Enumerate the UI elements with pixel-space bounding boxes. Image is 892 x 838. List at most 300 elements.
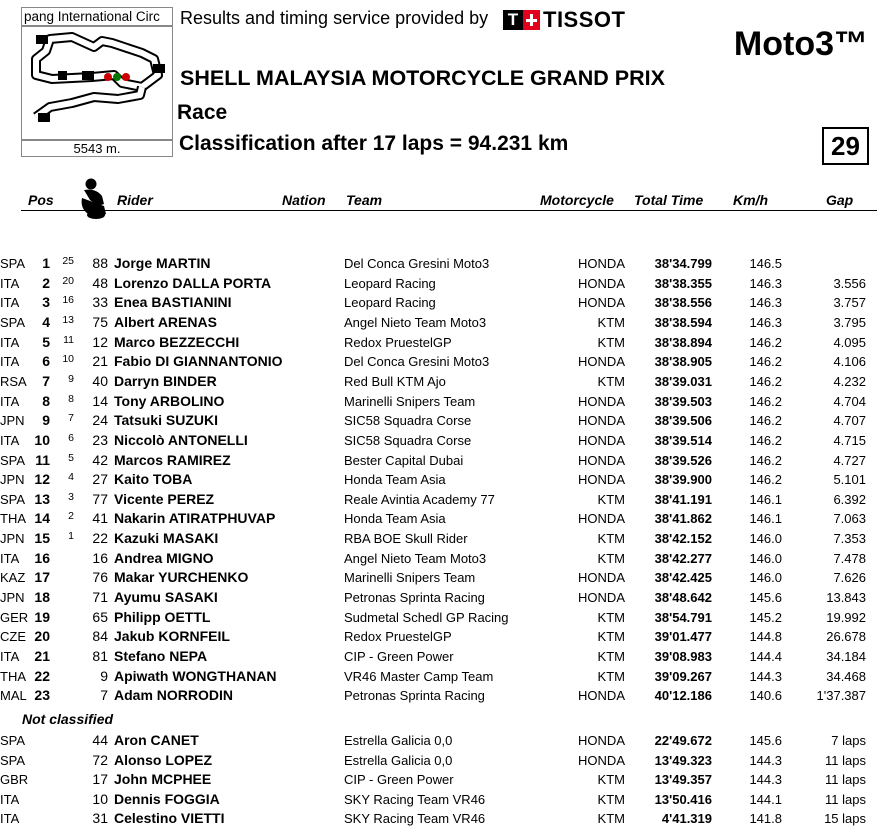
motorcycle-cell: HONDA	[578, 275, 625, 291]
rider-number-cell: 71	[92, 589, 108, 606]
tissot-t-mark: T	[503, 10, 523, 30]
motorcycle-cell: KTM	[597, 772, 625, 787]
gap-cell: 7.063	[833, 511, 866, 527]
header-divider	[21, 210, 877, 211]
marker-fl-icon	[82, 71, 94, 80]
table-row	[0, 770, 892, 789]
speed-kmh-cell: 146.3	[749, 295, 782, 311]
rider-number-cell: 9	[100, 667, 108, 684]
total-time-cell: 38'38.355	[654, 275, 712, 291]
speed-kmh-cell: 144.1	[749, 791, 782, 807]
motorcycle-cell: HONDA	[578, 511, 625, 527]
motorcycle-cell: KTM	[597, 609, 625, 625]
gap-cell: 4.707	[833, 413, 866, 429]
team-cell: Bester Capital Dubai	[344, 452, 464, 468]
motorcycle-cell: HONDA	[578, 256, 625, 271]
motorcycle-cell: HONDA	[578, 733, 625, 748]
total-time-cell: 22'49.672	[654, 733, 712, 748]
team-cell: SKY Racing Team VR46	[344, 811, 486, 826]
gap-cell: 7.353	[833, 531, 866, 547]
speed-kmh-cell: 146.1	[749, 491, 782, 507]
total-time-cell: 4'41.319	[661, 811, 712, 826]
total-time-cell: 39'09.267	[654, 668, 712, 684]
gap-cell: 7 laps	[831, 733, 866, 748]
gap-cell: 3.795	[833, 314, 866, 330]
rider-number-cell: 72	[92, 751, 108, 768]
rider-number-cell: 40	[92, 372, 108, 389]
nation-cell: CZE	[0, 629, 26, 645]
motorcycle-cell: HONDA	[578, 432, 625, 448]
speed-kmh-cell: 145.6	[749, 590, 782, 606]
nation-cell: ITA	[0, 649, 20, 664]
rider-number-cell: 84	[92, 628, 108, 645]
timing-service-text: Results and timing service provided by	[180, 8, 489, 28]
speed-kmh-cell: 144.4	[749, 649, 782, 664]
speed-kmh-cell: 144.3	[749, 772, 782, 787]
gap-cell: 34.468	[826, 668, 866, 684]
motorcycle-rider-icon	[76, 178, 112, 220]
team-cell: Redox PruestelGP	[344, 629, 452, 645]
speed-kmh-cell: 146.3	[749, 314, 782, 330]
motorcycle-cell: KTM	[597, 629, 625, 645]
start-light-red-icon	[104, 73, 112, 81]
points-cell: 11	[63, 333, 74, 346]
rider-name-cell: Alonso LOPEZ	[114, 751, 212, 768]
start-light-red-2-icon	[122, 73, 130, 81]
speed-kmh-cell: 146.2	[749, 472, 782, 488]
points-cell: 8	[68, 392, 74, 405]
rider-name-cell: Ayumu SASAKI	[114, 589, 218, 606]
gap-cell: 11 laps	[825, 772, 866, 787]
header-kmh: Km/h	[733, 192, 768, 208]
rider-number-cell: 21	[92, 353, 108, 370]
gap-cell: 1'37.387	[816, 688, 866, 704]
position-cell: 5	[42, 333, 50, 350]
rider-number-cell: 24	[92, 412, 108, 429]
nation-cell: JPN	[0, 590, 25, 606]
table-row	[0, 451, 892, 470]
team-cell: SIC58 Squadra Corse	[344, 432, 472, 448]
speed-kmh-cell: 146.3	[749, 275, 782, 291]
table-row	[0, 333, 892, 352]
rider-number-cell: 76	[92, 569, 108, 586]
rider-number-cell: 7	[100, 687, 108, 704]
table-row	[0, 470, 892, 489]
speed-kmh-cell: 146.2	[749, 452, 782, 468]
table-row	[0, 313, 892, 332]
gap-cell: 4.704	[833, 393, 866, 409]
rider-number-cell: 12	[92, 333, 108, 350]
rider-name-cell: Makar YURCHENKO	[114, 569, 249, 586]
motorcycle-cell: HONDA	[578, 688, 625, 704]
class-label: Moto3™	[733, 25, 868, 63]
rider-name-cell: Marcos RAMIREZ	[114, 451, 231, 468]
team-cell: Del Conca Gresini Moto3	[344, 354, 490, 370]
motorcycle-cell: HONDA	[578, 472, 625, 488]
team-cell: Honda Team Asia	[344, 472, 446, 488]
rider-number-cell: 81	[92, 648, 108, 664]
rider-name-cell: Adam NORRODIN	[114, 687, 234, 704]
rider-name-cell: Kaito TOBA	[114, 471, 193, 488]
motorcycle-cell: KTM	[597, 491, 625, 507]
header-team: Team	[346, 192, 383, 208]
nation-cell: ITA	[0, 295, 20, 311]
nation-cell: GER	[0, 609, 29, 625]
team-cell: Leopard Racing	[344, 295, 436, 311]
gap-cell: 34.184	[826, 649, 866, 664]
rider-number-cell: 14	[92, 392, 108, 409]
total-time-cell: 38'38.556	[654, 295, 712, 311]
rider-number-cell: 31	[92, 810, 108, 826]
rider-name-cell: John MCPHEE	[114, 771, 212, 787]
nation-cell: JPN	[0, 531, 25, 547]
table-row	[0, 529, 892, 548]
motorcycle-cell: KTM	[597, 334, 625, 350]
team-cell: CIP - Green Power	[344, 772, 454, 787]
team-cell: Marinelli Snipers Team	[344, 570, 476, 586]
total-time-cell: 38'48.642	[654, 590, 712, 606]
gap-cell: 7.478	[833, 550, 866, 566]
total-time-cell: 38'39.506	[654, 413, 712, 429]
team-cell: RBA BOE Skull Rider	[344, 531, 468, 547]
gap-cell: 4.232	[833, 373, 866, 389]
motorcycle-cell: KTM	[597, 811, 625, 826]
header-gap: Gap	[826, 192, 854, 208]
nation-cell: KAZ	[0, 570, 26, 586]
total-time-cell: 38'41.191	[654, 491, 712, 507]
gap-cell: 7.626	[833, 570, 866, 586]
nation-cell: ITA	[0, 791, 20, 807]
session-name: Race	[177, 101, 228, 124]
total-time-cell: 38'42.277	[654, 550, 712, 566]
speed-kmh-cell: 141.8	[749, 811, 782, 826]
nation-cell: ITA	[0, 811, 20, 826]
points-cell: 16	[62, 294, 74, 307]
points-cell: 2	[68, 510, 74, 523]
total-time-cell: 40'12.186	[654, 688, 712, 704]
circuit-name: pang International Circ	[21, 7, 173, 26]
rider-number-cell: 27	[92, 471, 108, 488]
points-cell: 13	[62, 313, 74, 326]
header-rider: Rider	[117, 192, 153, 208]
team-cell: Angel Nieto Team Moto3	[344, 550, 487, 566]
rider-number-cell: 75	[92, 313, 108, 330]
total-time-cell: 39'08.983	[654, 649, 712, 664]
gap-cell: 26.678	[826, 629, 866, 645]
marker-i2-icon	[153, 64, 165, 73]
table-row	[0, 667, 892, 686]
table-row	[0, 352, 892, 371]
speed-kmh-cell: 146.2	[749, 393, 782, 409]
table-row	[0, 809, 892, 828]
event-title: SHELL MALAYSIA MOTORCYCLE GRAND PRIX	[180, 66, 665, 90]
gap-cell: 11 laps	[825, 791, 866, 807]
rider-name-cell: Tatsuki SUZUKI	[114, 412, 218, 429]
gap-cell: 13.843	[826, 590, 866, 606]
table-row	[0, 490, 892, 509]
team-cell: Estrella Galicia 0,0	[344, 752, 453, 768]
table-row	[0, 627, 892, 646]
table-row	[0, 254, 892, 273]
circuit-map	[21, 26, 173, 140]
total-time-cell: 39'01.477	[654, 629, 712, 645]
rider-name-cell: Nakarin ATIRATPHUVAP	[114, 510, 276, 527]
nation-cell: ITA	[0, 334, 20, 350]
gap-cell: 19.992	[826, 609, 866, 625]
rider-number-cell: 22	[92, 530, 108, 547]
position-cell: 23	[34, 687, 50, 704]
position-cell: 10	[34, 431, 50, 448]
nation-cell: ITA	[0, 275, 20, 291]
rider-name-cell: Marco BEZZECCHI	[114, 333, 240, 350]
nation-cell: ITA	[0, 354, 20, 370]
header-motorcycle: Motorcycle	[540, 192, 614, 208]
total-time-cell: 13'49.323	[654, 752, 712, 768]
position-cell: 13	[34, 490, 50, 507]
gap-cell: 4.715	[833, 432, 866, 448]
gap-cell: 3.556	[833, 275, 866, 291]
position-cell: 12	[34, 471, 50, 488]
rider-name-cell: Dennis FOGGIA	[114, 790, 220, 807]
team-cell: VR46 Master Camp Team	[344, 668, 494, 684]
motorcycle-cell: HONDA	[578, 570, 625, 586]
rider-number-cell: 42	[92, 451, 108, 468]
motorcycle-cell: HONDA	[578, 413, 625, 429]
round-number: 29	[822, 127, 869, 165]
team-cell: Petronas Sprinta Racing	[344, 590, 485, 606]
rider-number-cell: 33	[92, 294, 108, 311]
rider-name-cell: Celestino VIETTI	[114, 810, 225, 826]
points-cell: 3	[68, 490, 74, 503]
speed-kmh-cell: 146.0	[749, 550, 782, 566]
nation-cell: SPA	[0, 256, 26, 271]
team-cell: Honda Team Asia	[344, 511, 446, 527]
team-cell: Angel Nieto Team Moto3	[344, 314, 487, 330]
speed-kmh-cell: 146.0	[749, 531, 782, 547]
rider-name-cell: Jorge MARTIN	[114, 255, 211, 271]
team-cell: Petronas Sprinta Racing	[344, 688, 485, 704]
total-time-cell: 38'39.514	[654, 432, 712, 448]
rider-name-cell: Enea BASTIANINI	[114, 294, 232, 311]
rider-name-cell: Tony ARBOLINO	[114, 392, 225, 409]
rider-number-cell: 23	[92, 431, 108, 448]
table-row	[0, 509, 892, 528]
tissot-wordmark: TISSOT	[543, 7, 626, 32]
position-cell: 6	[42, 353, 50, 370]
team-cell: Marinelli Snipers Team	[344, 393, 476, 409]
nation-cell: ITA	[0, 550, 20, 566]
table-row	[0, 411, 892, 430]
points-cell: 5	[68, 451, 74, 464]
position-cell: 1	[42, 255, 50, 271]
rider-name-cell: Albert ARENAS	[114, 313, 217, 330]
total-time-cell: 38'39.526	[654, 452, 712, 468]
gap-cell: 11 laps	[825, 752, 866, 768]
marker-i3-icon	[38, 113, 50, 122]
position-cell: 15	[34, 530, 50, 547]
rider-name-cell: Stefano NEPA	[114, 648, 208, 664]
nation-cell: SPA	[0, 491, 26, 507]
header-pos: Pos	[28, 192, 54, 208]
table-row	[0, 392, 892, 411]
start-light-green-icon	[113, 73, 121, 81]
marker-s-icon	[58, 71, 67, 80]
total-time-cell: 38'39.031	[654, 373, 712, 389]
motorcycle-cell: HONDA	[578, 590, 625, 606]
gap-cell: 5.101	[833, 472, 866, 488]
gap-cell: 4.106	[833, 354, 866, 370]
rider-name-cell: Apiwath WONGTHANAN	[114, 667, 277, 684]
position-cell: 9	[42, 412, 50, 429]
gap-cell: 15 laps	[824, 811, 866, 826]
nation-cell: JPN	[0, 472, 25, 488]
team-cell: CIP - Green Power	[344, 649, 454, 664]
nation-cell: SPA	[0, 452, 26, 468]
team-cell: Leopard Racing	[344, 275, 436, 291]
rider-name-cell: Aron CANET	[114, 732, 199, 748]
classification-summary: Classification after 17 laps = 94.231 km	[179, 132, 569, 155]
rider-name-cell: Philipp OETTL	[114, 608, 211, 625]
position-cell: 7	[42, 372, 50, 389]
nation-cell: RSA	[0, 373, 27, 389]
position-cell: 8	[42, 392, 50, 409]
table-row	[0, 790, 892, 809]
points-cell: 20	[62, 274, 74, 287]
motorcycle-cell: KTM	[597, 373, 625, 389]
nation-cell: GBR	[0, 772, 29, 787]
gap-cell: 3.757	[833, 295, 866, 311]
table-row	[0, 751, 892, 770]
rider-number-cell: 41	[92, 510, 108, 527]
speed-kmh-cell: 146.5	[749, 256, 782, 271]
table-row	[0, 431, 892, 450]
position-cell: 18	[34, 589, 50, 606]
speed-kmh-cell: 146.2	[749, 413, 782, 429]
team-cell: SIC58 Squadra Corse	[344, 413, 472, 429]
team-cell: Redox PruestelGP	[344, 334, 452, 350]
rider-name-cell: Darryn BINDER	[114, 372, 217, 389]
position-cell: 14	[34, 510, 50, 527]
speed-kmh-cell: 146.0	[749, 570, 782, 586]
motorcycle-cell: KTM	[597, 649, 625, 664]
table-row	[0, 274, 892, 293]
motorcycle-cell: KTM	[597, 791, 625, 807]
total-time-cell: 38'34.799	[654, 256, 712, 271]
speed-kmh-cell: 145.6	[749, 733, 782, 748]
points-cell: 7	[68, 412, 74, 425]
table-row	[0, 549, 892, 568]
table-row	[0, 568, 892, 587]
team-cell: Sudmetal Schedl GP Racing	[344, 609, 509, 625]
table-row	[0, 608, 892, 627]
rider-number-cell: 10	[92, 790, 108, 807]
circuit-length: 5543 m.	[21, 140, 173, 157]
gap-cell: 4.727	[833, 452, 866, 468]
rider-number-cell: 88	[92, 255, 108, 271]
motorcycle-cell: HONDA	[578, 393, 625, 409]
speed-kmh-cell: 144.3	[749, 668, 782, 684]
motorcycle-cell: HONDA	[578, 295, 625, 311]
position-cell: 4	[42, 313, 50, 330]
position-cell: 21	[34, 648, 50, 664]
speed-kmh-cell: 144.3	[749, 752, 782, 768]
motorcycle-cell: KTM	[597, 668, 625, 684]
table-row	[0, 293, 892, 312]
points-cell: 9	[68, 372, 74, 385]
position-cell: 20	[34, 628, 50, 645]
rider-name-cell: Andrea MIGNO	[114, 549, 214, 566]
swiss-cross-icon	[523, 10, 540, 30]
speed-kmh-cell: 146.2	[749, 354, 782, 370]
nation-cell: SPA	[0, 752, 26, 768]
rider-name-cell: Fabio DI GIANNANTONIO	[114, 353, 283, 370]
marker-i1-icon	[36, 35, 48, 44]
nation-cell: SPA	[0, 733, 26, 748]
motorcycle-cell: HONDA	[578, 354, 625, 370]
total-time-cell: 13'49.357	[654, 772, 712, 787]
nation-cell: JPN	[0, 413, 25, 429]
speed-kmh-cell: 145.2	[749, 609, 782, 625]
team-cell: Red Bull KTM Ajo	[344, 373, 446, 389]
table-row	[0, 686, 892, 705]
header-nation: Nation	[282, 192, 326, 208]
rider-name-cell: Lorenzo DALLA PORTA	[114, 274, 272, 291]
points-cell: 1	[68, 530, 74, 543]
total-time-cell: 38'39.503	[654, 393, 712, 409]
speed-kmh-cell: 140.6	[749, 688, 782, 704]
rider-name-cell: Vicente PEREZ	[114, 490, 215, 507]
team-cell: Reale Avintia Academy 77	[344, 491, 495, 507]
rider-number-cell: 17	[92, 771, 108, 787]
position-cell: 2	[42, 274, 50, 291]
position-cell: 11	[35, 451, 50, 468]
rider-number-cell: 44	[92, 732, 108, 748]
points-cell: 25	[62, 255, 74, 267]
nation-cell: THA	[0, 511, 26, 527]
tissot-logo	[503, 9, 625, 31]
circuit-map-icon	[22, 27, 173, 140]
nation-cell: SPA	[0, 314, 26, 330]
table-row	[0, 647, 892, 666]
speed-kmh-cell: 146.1	[749, 511, 782, 527]
motorcycle-cell: HONDA	[578, 752, 625, 768]
points-cell: 4	[68, 471, 74, 484]
motorcycle-cell: KTM	[597, 550, 625, 566]
total-time-cell: 38'54.791	[654, 609, 712, 625]
team-cell: Estrella Galicia 0,0	[344, 733, 453, 748]
rider-name-cell: Niccolò ANTONELLI	[114, 431, 248, 448]
position-cell: 19	[34, 608, 50, 625]
total-time-cell: 38'38.894	[654, 334, 712, 350]
points-cell: 10	[62, 353, 74, 366]
rider-number-cell: 65	[92, 608, 108, 625]
not-classified-label: Not classified	[22, 711, 114, 727]
table-row	[0, 372, 892, 391]
motorcycle-cell: KTM	[597, 531, 625, 547]
nation-cell: ITA	[0, 432, 20, 448]
total-time-cell: 38'39.900	[654, 472, 712, 488]
position-cell: 3	[42, 294, 50, 311]
nation-cell: THA	[0, 668, 26, 684]
rider-number-cell: 16	[92, 549, 108, 566]
points-cell: 6	[68, 431, 74, 444]
nation-cell: MAL	[0, 688, 27, 704]
rider-name-cell: Kazuki MASAKI	[114, 530, 219, 547]
total-time-cell: 13'50.416	[654, 791, 712, 807]
total-time-cell: 38'42.425	[654, 570, 712, 586]
position-cell: 17	[34, 569, 50, 586]
gap-cell: 6.392	[833, 491, 866, 507]
